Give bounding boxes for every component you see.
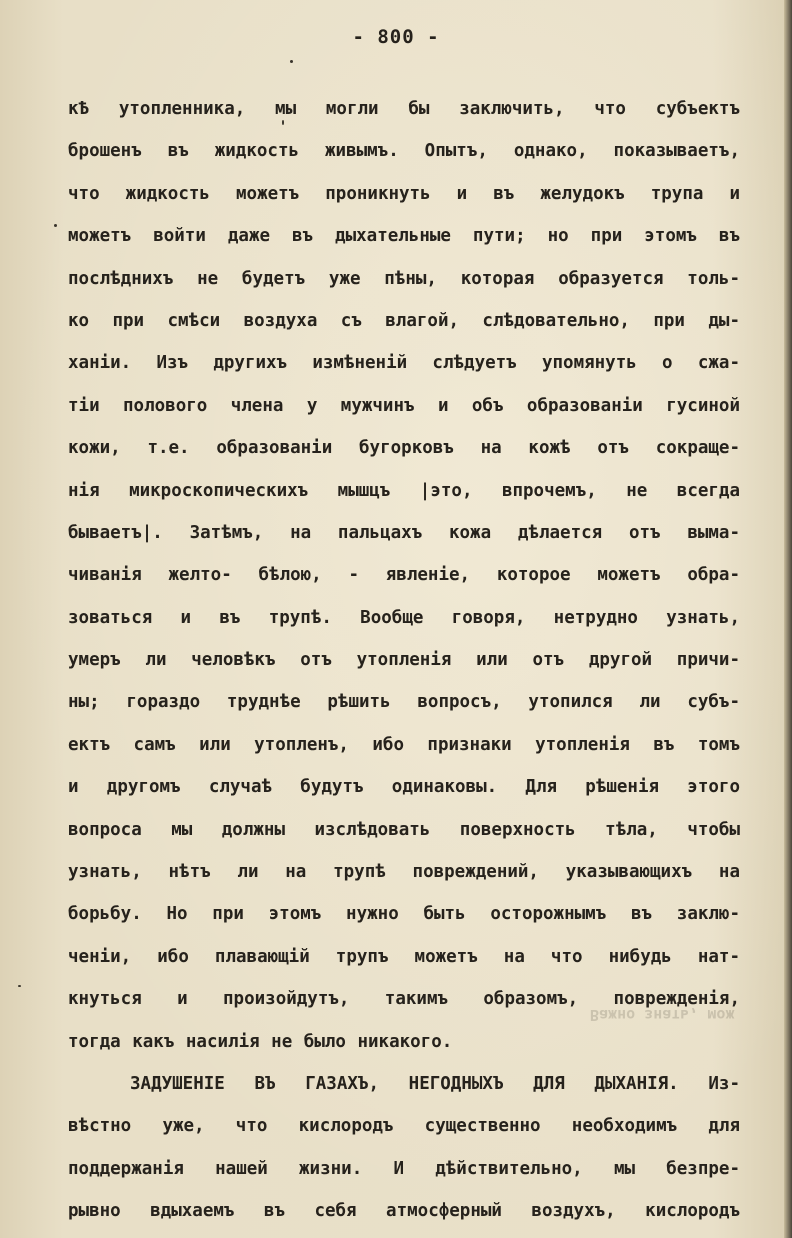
text-line: бываетъ|. Затѣмъ, на пальцахъ кожа дѣлается отъ выма- bbox=[68, 522, 740, 543]
text-line: ко при смѣси воздуха съ влагой, слѣдовательно, при ды- bbox=[68, 310, 740, 331]
body-text bbox=[68, 88, 740, 1233]
text-line: кнуться и произойдутъ, такимъ образомъ, поврежденія, bbox=[68, 989, 740, 1010]
text-line: кожи, т.е. образованіи бугорковъ на кожѣ отъ сокраще- bbox=[68, 438, 740, 459]
text-line: борьбу. Но при этомъ нужно быть осторожнымъ въ заклю- bbox=[68, 904, 740, 925]
text-line: брошенъ въ жидкость живымъ. Опытъ, однако, показываетъ, bbox=[68, 141, 740, 162]
text-line: и другомъ случаѣ будутъ одинаковы. Для рѣшенія этого bbox=[68, 777, 740, 798]
text-line: ектъ самъ или утопленъ, ибо признаки утопленія въ томъ bbox=[68, 734, 740, 755]
text-line: нія микроскопическихъ мышцъ |это, впрочемъ, не всегда bbox=[68, 480, 740, 501]
text-line: чиванія желто- бѣлою, - явленіе, которое можетъ обра- bbox=[68, 565, 740, 586]
text-line: что жидкость можетъ проникнуть и въ желудокъ трупа и bbox=[68, 183, 740, 204]
text-line: зоваться и въ трупѣ. Вообще говоря, нетрудно узнать, bbox=[68, 607, 740, 628]
text-line: тіи полового члена у мужчинъ и объ образованіи гусиной bbox=[68, 395, 740, 416]
ink-speck bbox=[18, 985, 21, 987]
text-line: узнать, нѣтъ ли на трупѣ повреждений, указывающихъ на bbox=[68, 862, 740, 883]
text-line: умеръ ли человѣкъ отъ утопленія или отъ другой причи- bbox=[68, 650, 740, 671]
text-line: можетъ войти даже въ дыхательные пути; но при этомъ въ bbox=[68, 226, 740, 247]
text-line: ханіи. Изъ другихъ измѣненій слѣдуетъ упомянуть о сжа- bbox=[68, 353, 740, 374]
bleed-through-text: Важно знать, мож bbox=[590, 1006, 735, 1024]
page-edge-shadow bbox=[784, 0, 792, 1238]
text-line-last: тогда какъ насилія не было никакого. bbox=[68, 1031, 453, 1052]
text-line: поддержанія нашей жизни. И дѣйствительно, мы безпре- bbox=[68, 1158, 740, 1179]
ink-speck bbox=[290, 60, 293, 63]
text-line: вѣстно уже, что кислородъ существенно необходимъ для bbox=[68, 1116, 740, 1137]
text-line: послѣднихъ не будетъ уже пѣны, которая образуется толь- bbox=[68, 268, 740, 289]
text-line: кѢ утопленника, мы могли бы заключить, что субъектъ bbox=[68, 99, 740, 119]
text-line: ны; гораздо труднѣе рѣшить вопросъ, утопился ли субъ- bbox=[68, 692, 740, 713]
text-line: ченіи, ибо плавающій трупъ можетъ на что нибудь нат- bbox=[68, 946, 740, 967]
ink-speck bbox=[54, 224, 57, 227]
text-line: рывно вдыхаемъ въ себя атмосферный воздухъ, кислородъ bbox=[68, 1201, 740, 1222]
section-heading-line: ЗАДУШЕНІЕ ВЪ ГАЗАХЪ, НЕГОДНЫХЪ ДЛЯ ДЫХАНІЯ. Из- bbox=[130, 1073, 740, 1094]
page-number: - 800 - bbox=[352, 26, 440, 48]
text-line: вопроса мы должны изслѣдовать поверхность тѣла, чтобы bbox=[68, 819, 740, 840]
